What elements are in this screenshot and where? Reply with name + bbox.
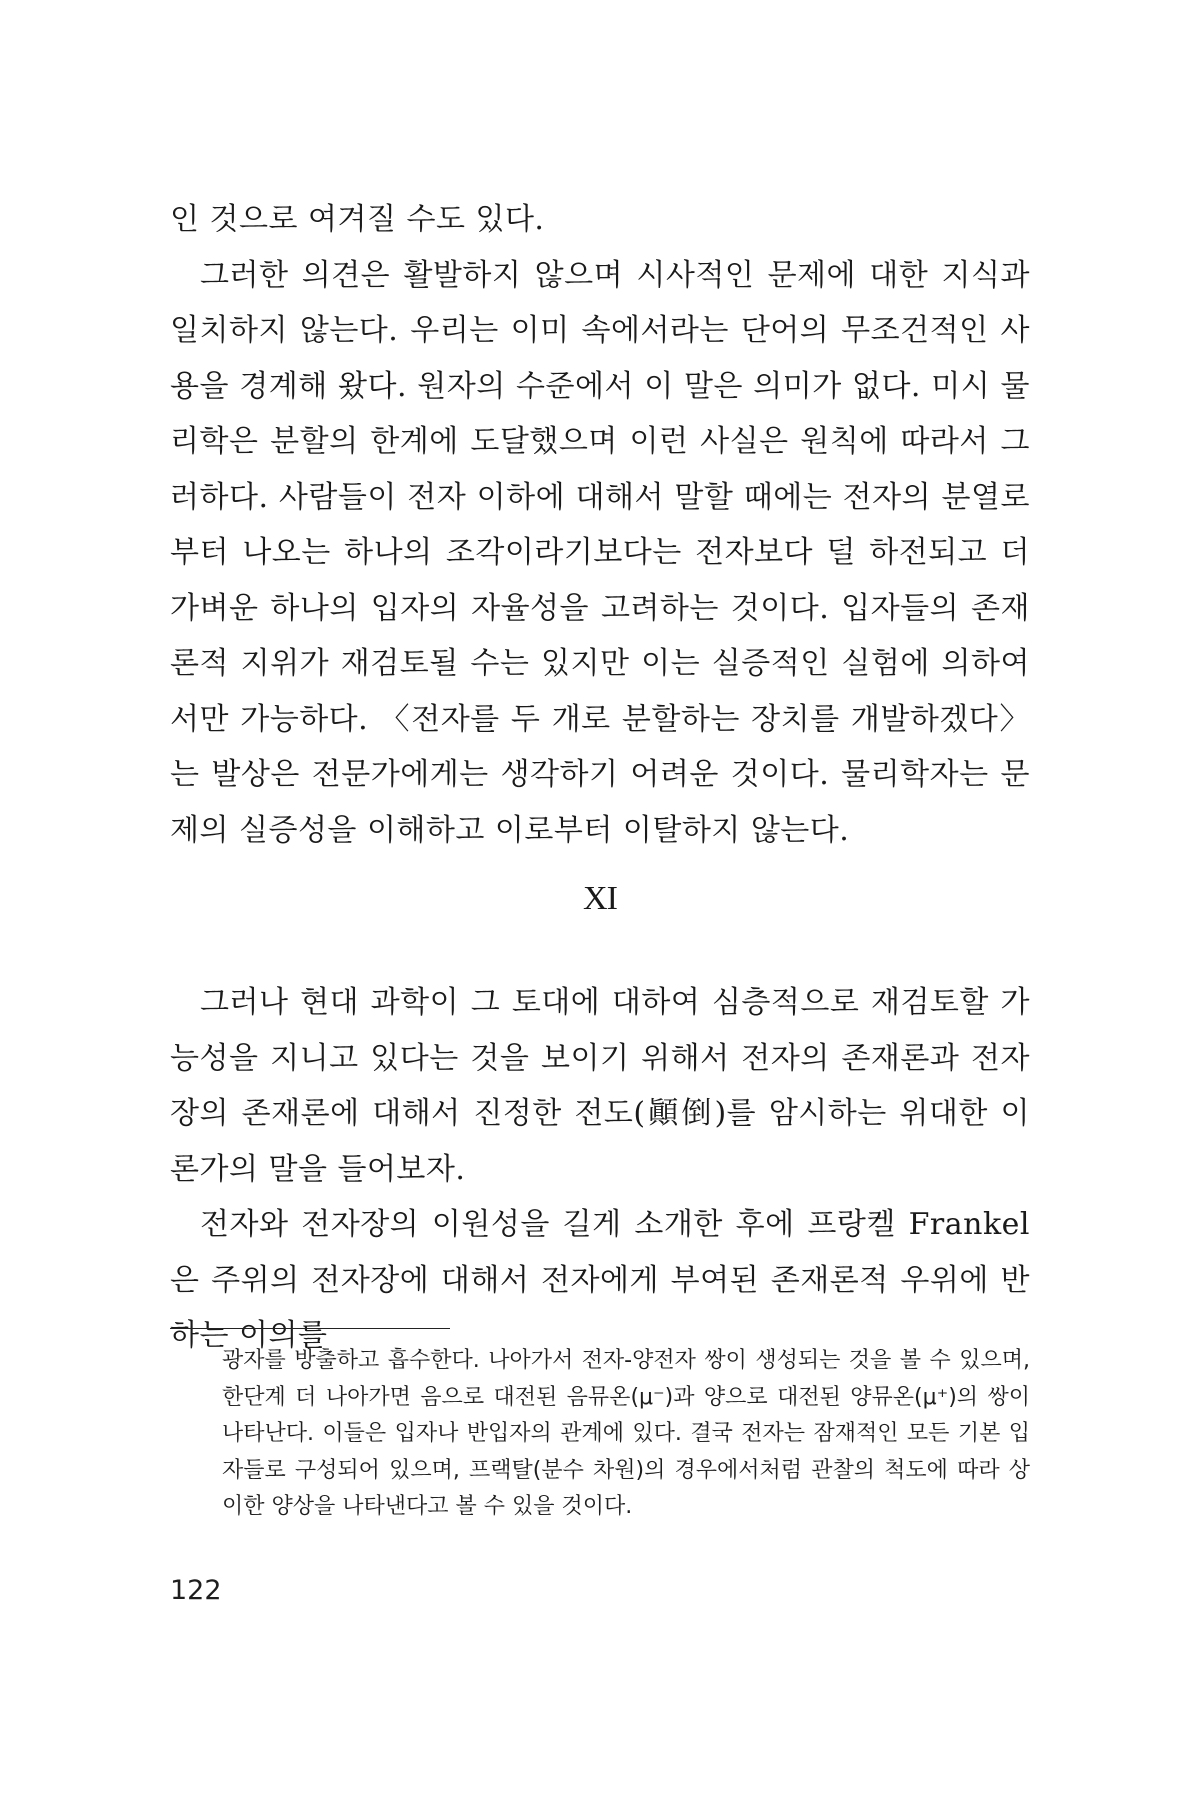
body-text-top — [170, 192, 1030, 858]
paragraph-continuation: 인 것으로 여겨질 수도 있다. — [170, 202, 545, 237]
paragraph: 그러한 의견은 활발하지 않으며 시사적인 문제에 대한 지식과 일치하지 않는다. 우리는 이미 속에서라는 단어의 무조건적인 사용을 경계해 왔다. 원자의 수준에서 이 말은 의미가 없다. 미시 물리학은 분할의 한계에 도달했으며 이런 사실은 원칙에 따라서 그러하다. 사람들이 전자 이하에 대해서 말할 때에는 전자의 분열로부터 나오는 하나의 조각이라기보다는 전자보다 덜 하전되고 더 가벼운 하나의 입자의 자율성을 고려하는 것이다. 입자들의 존재론적 지위가 재검토될 수는 있지만 이는 실증적인 실험에 의하여서만 가능하다. 〈전자를 두 개로 분할하는 장치를 개발하겠다〉는 발상은 전문가에게는 생각하기 어려운 것이다. 물리학자는 문제의 실증성을 이해하고 이로부터 이탈하지 않는다. — [170, 257, 1030, 848]
body-text-section — [170, 975, 1030, 1364]
footnote-text: 광자를 방출하고 흡수한다. 나아가서 전자-양전자 쌍이 생성되는 것을 볼 수 있으며, 한단계 더 나아가면 음으로 대전된 음뮤온(μ⁻)과 양으로 대전된 양뮤온(μ⁺)의 쌍이 나타난다. 이들은 입자나 반입자의 관계에 있다. 결국 전자는 잠재적인 모든 기본 입자들로 구성되어 있으며, 프랙탈(분수 차원)의 경우에서처럼 관찰의 척도에 따라 상이한 양상을 나타낸다고 볼 수 있을 것이다. — [222, 1348, 1030, 1519]
paragraph: 그러나 현대 과학이 그 토대에 대하여 심층적으로 재검토할 가능성을 지니고 있다는 것을 보이기 위해서 전자의 존재론과 전자장의 존재론에 대해서 진정한 전도(顚倒)를 암시하는 위대한 이론가의 말을 들어보자. — [170, 985, 1030, 1187]
footnote-divider — [170, 1328, 450, 1329]
paragraph: 전자와 전자장의 이원성을 길게 소개한 후에 프랑켈 Frankel은 주위의 전자장에 대해서 전자에게 부여된 존재론적 우위에 반하는 이의를 — [170, 1207, 1030, 1353]
section-heading: XI — [583, 880, 617, 917]
page-number: 122 — [170, 1575, 222, 1606]
